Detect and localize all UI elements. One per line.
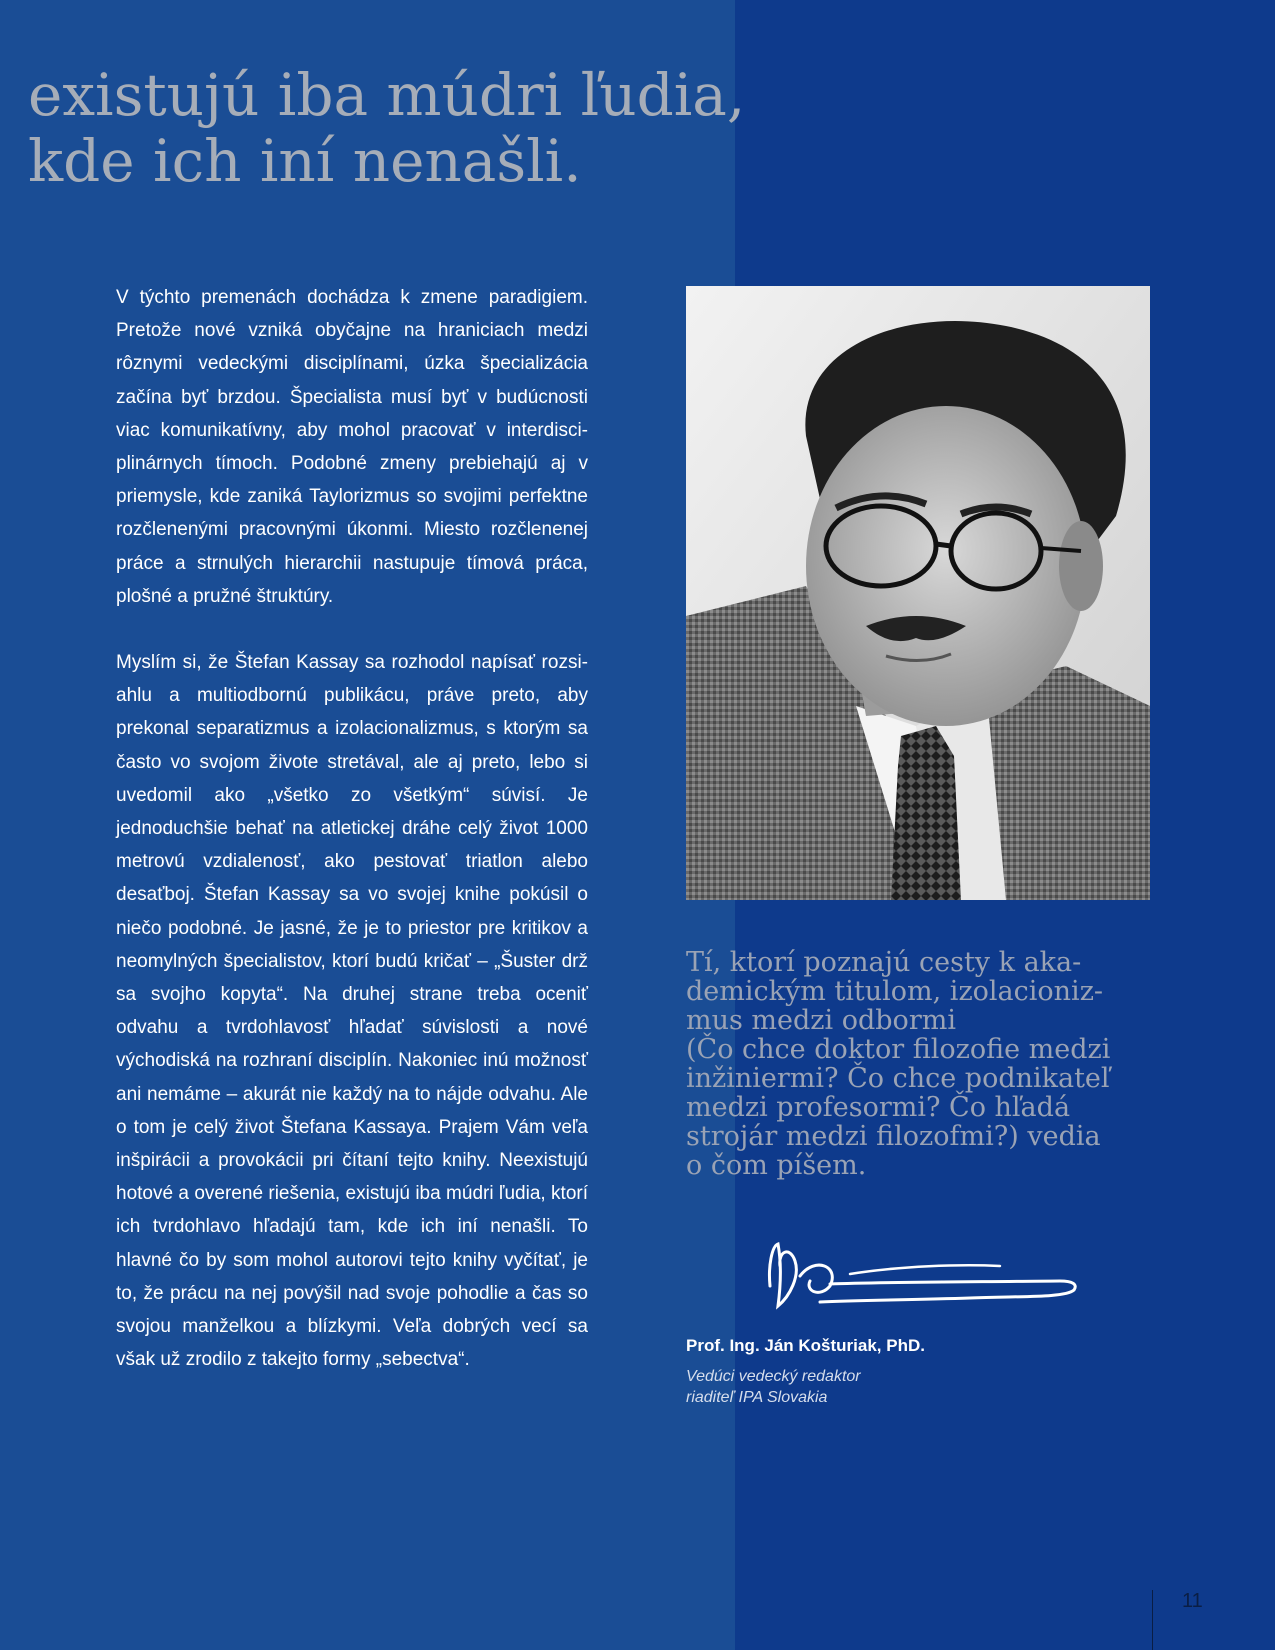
signatory-role xyxy=(686,1366,861,1408)
pull-quote-line: demickým titulom, izolacioniz- xyxy=(686,976,1104,1007)
signatory-role-line-2: riaditeľ IPA Slovakia xyxy=(686,1389,828,1406)
pull-quote-line: inžiniermi? Čo chce podnikateľ xyxy=(686,1063,1110,1094)
pull-quote-line: strojár medzi filozofmi?) vedia xyxy=(686,1121,1101,1152)
body-paragraph-2: Myslím si, že Štefan Kassay sa rozhodol napísať rozsiahlu a multiodbornú publikácu, práve preto, aby prekonal separatizmus a izolacionalizmus, s ktorým sa často vo svojom živote stretával, ale aj preto, lebo si uvedomil ako „všetko zo všetkým“ súvisí. Je jednoduchšie behať na atletickej dráhe celý život 1000 metrovú vzdialenosť, ako pestovať triatlon alebo desaťboj. Štefan Kassay sa vo svojej knihe pokúsil o niečo podobné. Je jasné, že je to priestor pre kritikov a neomylných špecialistov, ktorí budú kričať – „Šuster drž sa svojho kopyta“. Na druhej strane treba oceniť odvahu a tvrdohlavosť hľadať súvislosti a nové východiská na rozhraní disciplín. Nakoniec inú možnosť ani nemáme – akurát nie každý na to nájde odvahu. Ale o tom je celý život Štefana Kassaya. Prajem Vám veľa inšpirácii a provokácii pri čítaní tejto knihy. Neexistujú hotové a overené riešenia, existujú iba múdri ľudia, ktorí ich tvrdohlavo hľadajú tam, kde ich iní nenašli. To hlavné čo by som mohol autorovi tejto knihy vyčítať, je to, že prácu na nej povýšil nad svoje pohodlie a čas so svojou manželkou a blízkymi. Veľa dobrých vecí sa však už zrodilo z takejto formy „sebectva“. xyxy=(116,652,588,1371)
headline-line-1: existujú iba múdri ľudia, xyxy=(28,61,746,129)
pull-quote-line: mus medzi odbormi xyxy=(686,1005,956,1036)
portrait-photo xyxy=(686,286,1150,900)
portrait-illustration xyxy=(686,286,1150,900)
headline xyxy=(28,62,745,194)
body-paragraph-1: V týchto premenách dochádza k zmene paradigiem. Pretože nové vzniká obyčajne na hraniciach medzi rôznymi vedeckými disciplínami, úzka špecializácia začína byť brzdou. Špecialista musí byť v budúcnosti viac komunikatívny, aby mohol pracovať v interdisciplinárnych tímoch. Podobné zmeny prebiehajú aj v priemysle, kde zaniká Taylorizmus so svojimi perfektne rozčlenenými pracovnými úkonmi. Miesto rozčlenenej práce a strnulých hierarchii nastupuje tímová práca, plošné a pružné štruktúry. xyxy=(116,287,588,607)
page-number-divider xyxy=(1152,1590,1153,1650)
body-text xyxy=(116,281,588,1410)
page-number: 11 xyxy=(1182,1590,1203,1612)
headline-line-2: kde ich iní nenašli. xyxy=(28,127,582,195)
signatory-name: Prof. Ing. Ján Košturiak, PhD. xyxy=(686,1336,925,1355)
pull-quote-line: Tí, ktorí poznajú cesty k aka- xyxy=(686,947,1082,978)
handwritten-signature xyxy=(760,1236,1090,1316)
signatory-role-line-1: Vedúci vedecký redaktor xyxy=(686,1368,861,1385)
pull-quote-line: (Čo chce doktor filozofie medzi xyxy=(686,1034,1111,1065)
pull-quote-line: medzi profesormi? Čo hľadá xyxy=(686,1092,1071,1123)
pull-quote-line: o čom píšem. xyxy=(686,1150,867,1181)
pull-quote xyxy=(686,948,1156,1180)
